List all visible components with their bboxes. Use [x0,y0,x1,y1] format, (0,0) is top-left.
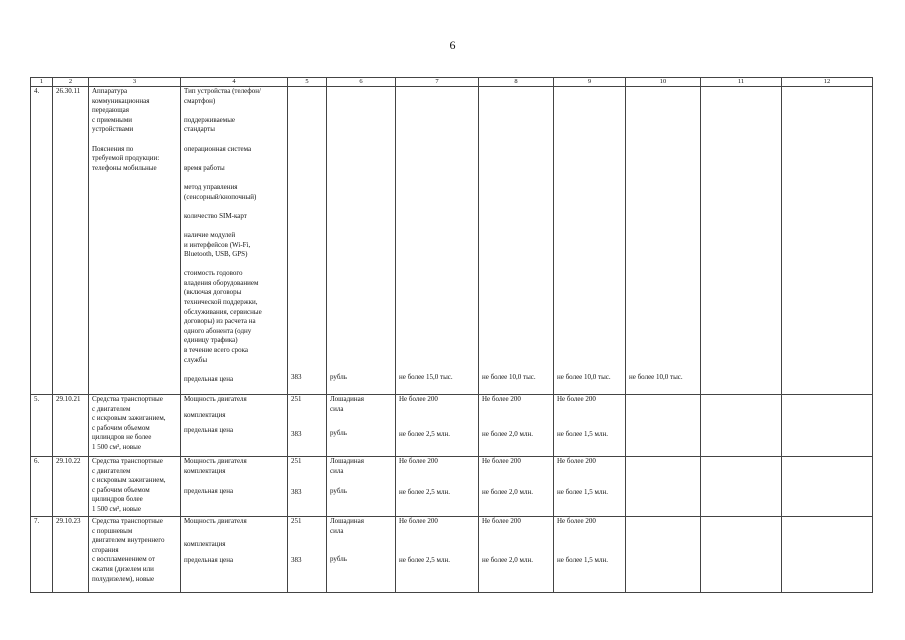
power-label: Мощность двигателя [184,517,247,525]
table-row [31,517,873,593]
name-line: Аппаратура [92,87,128,95]
value-cell [554,457,626,517]
unit-power: сила [330,466,344,475]
unit-power: Лошадиная [330,517,364,525]
requirements-table [30,77,873,593]
char-line: метод управления [184,182,238,191]
name-line: с искровым зажиганием, [92,476,166,485]
okpd-code: 29.10.22 [53,457,89,517]
char-line: (включая договоры [184,288,242,297]
value-price: не более 15,0 тыс. [399,373,453,381]
name-line: устройствами [92,125,134,134]
name-line: с воспламенением от [92,555,155,564]
char-line: (сенсорный/кнопочный) [184,192,257,201]
value-cell [782,87,873,395]
name-line: требуемой продукции: [92,154,160,163]
value-cell [626,87,701,395]
char-line: операционная система [184,144,252,153]
unit-name [327,517,396,593]
name-line: сжатия (дизелем или [92,564,154,573]
value-cell [782,395,873,457]
char-line: Bluetooth, USB, GPS) [184,250,248,259]
value-price: не более 2,5 млн. [399,555,450,564]
char-line: и интерфейсов (Wi-Fi, [184,240,251,249]
name-line: с двигателем [92,404,131,413]
name-line: с приемными [92,115,133,124]
value-cell [396,457,479,517]
name-line: цилиндров более [92,495,143,504]
char-line: время работы [184,163,225,172]
name-line: 1 500 см³, новые [92,504,141,513]
page-number: 6 [449,38,456,52]
characteristics [181,457,288,517]
char-line: стоимость годового [184,269,243,278]
char-line: наличие модулей [184,230,236,239]
value-cell [479,395,554,457]
char-line: в течение всего срока [184,346,249,355]
value-cell [782,517,873,593]
characteristics [181,87,288,395]
unit-power: сила [330,526,344,535]
equip-label: комплектация [184,539,226,548]
unit-price: рубль [330,373,347,381]
value-power: Не более 200 [557,457,596,465]
name-line: коммуникационная [92,96,150,105]
char-line: Тип устройства (телефон/ [184,87,261,95]
value-price: не более 2,5 млн. [399,429,450,438]
row-number: 5. [31,395,53,457]
unit-power: сила [330,404,344,413]
value-power: Не более 200 [399,517,438,525]
unit-price: рубль [330,487,347,496]
unit-price: рубль [330,429,347,438]
value-price: не более 2,0 млн. [482,429,533,438]
equip-label: комплектация [184,410,226,419]
column-number: 11 [701,78,782,87]
value-power: Не более 200 [482,457,521,465]
value-cell [479,87,554,395]
row-number: 7. [31,517,53,593]
okei-price: 383 [291,373,302,381]
name-line: с двигателем [92,466,131,475]
value-power: Не более 200 [557,395,596,403]
value-power: Не более 200 [482,517,521,525]
column-number: 8 [479,78,554,87]
column-number: 6 [327,78,396,87]
char-line: владения оборудованием [184,278,259,287]
char-line: обслуживания, сервисные [184,307,262,316]
name-line: Средства транспортные [92,395,163,403]
unit-price: рубль [330,555,347,564]
char-line: одного абонента (одну [184,326,252,335]
value-cell [479,457,554,517]
char-line: смартфон) [184,96,216,105]
power-label: Мощность двигателя [184,395,247,403]
column-number: 7 [396,78,479,87]
table-row [31,457,873,517]
value-power: Не более 200 [557,517,596,525]
value-price: не более 10,0 тыс. [629,373,683,381]
name-line: Пояснения по [92,144,134,153]
name-line: с рабочим объемом [92,485,150,494]
char-line: стандарты [184,125,215,134]
value-cell [701,517,782,593]
value-cell [554,395,626,457]
value-cell [626,517,701,593]
okpd-code: 26.30.11 [53,87,89,395]
price-label: предельная цена [184,426,234,435]
unit-power: Лошадиная [330,457,364,465]
characteristics [181,517,288,593]
column-number: 10 [626,78,701,87]
value-cell [554,87,626,395]
row-number: 6. [31,457,53,517]
table-row [31,87,873,395]
product-name [89,457,181,517]
okei-price: 383 [291,555,302,564]
char-line: технической поддержки, [184,298,258,307]
column-number-row [31,78,873,87]
char-line: единицу трафика) [184,336,238,345]
name-line: сгорания [92,545,119,554]
char-line: количество SIM-карт [184,211,247,220]
value-cell [701,457,782,517]
price-label: предельная цена [184,374,234,383]
equip-label: комплектация [184,466,226,475]
column-number: 4 [181,78,288,87]
char-line: договоры) из расчета на [184,317,256,326]
name-line: цилиндров не более [92,433,152,442]
value-price: не более 2,5 млн. [399,487,450,496]
value-price: не более 2,0 млн. [482,487,533,496]
name-line: с рабочим объемом [92,423,150,432]
column-number: 2 [53,78,89,87]
char-line: службы [184,355,208,364]
okei-price: 383 [291,429,302,438]
okei-power: 251 [291,517,302,525]
name-line: двигателем внутреннего [92,536,165,545]
value-cell [479,517,554,593]
value-cell [396,395,479,457]
product-name [89,395,181,457]
okei-code [288,395,327,457]
value-cell [396,87,479,395]
column-number: 5 [288,78,327,87]
okei-power: 251 [291,457,302,465]
value-price: не более 1,5 млн. [557,555,608,564]
okei-code [288,517,327,593]
unit-name [327,395,396,457]
name-line: полудизелем), новые [92,574,155,583]
table-row [31,395,873,457]
name-line: с искровым зажиганием, [92,414,166,423]
char-line: поддерживаемые [184,115,236,124]
name-line: телефоны мобильные [92,163,157,172]
column-number: 9 [554,78,626,87]
unit-name [327,87,396,395]
value-price: не более 1,5 млн. [557,429,608,438]
value-cell [554,517,626,593]
value-power: Не более 200 [399,395,438,403]
value-cell [701,395,782,457]
value-power: Не более 200 [399,457,438,465]
price-label: предельная цена [184,487,234,496]
okei-code [288,87,327,395]
name-line: передающая [92,106,129,115]
name-line: Средства транспортные [92,457,163,465]
value-cell [701,87,782,395]
characteristics [181,395,288,457]
price-label: предельная цена [184,556,234,565]
value-power: Не более 200 [482,395,521,403]
okei-power: 251 [291,395,302,403]
column-number: 1 [31,78,53,87]
okpd-code: 29.10.21 [53,395,89,457]
product-name [89,87,181,395]
unit-power: Лошадиная [330,395,364,403]
product-name [89,517,181,593]
name-line: Средства транспортные [92,517,163,525]
value-cell [396,517,479,593]
value-price: не более 10,0 тыс. [482,373,536,381]
value-price: не более 1,5 млн. [557,487,608,496]
row-number: 4. [31,87,53,395]
column-number: 3 [89,78,181,87]
okei-price: 383 [291,487,302,496]
okei-code [288,457,327,517]
value-cell [626,457,701,517]
power-label: Мощность двигателя [184,457,247,465]
okpd-code: 29.10.23 [53,517,89,593]
name-line [92,135,177,145]
name-line: с поршневым [92,526,133,535]
value-cell [782,457,873,517]
column-number: 12 [782,78,873,87]
value-cell [626,395,701,457]
value-price: не более 10,0 тыс. [557,373,611,381]
unit-name [327,457,396,517]
value-price: не более 2,0 млн. [482,555,533,564]
name-line: 1 500 см³, новые [92,442,141,451]
